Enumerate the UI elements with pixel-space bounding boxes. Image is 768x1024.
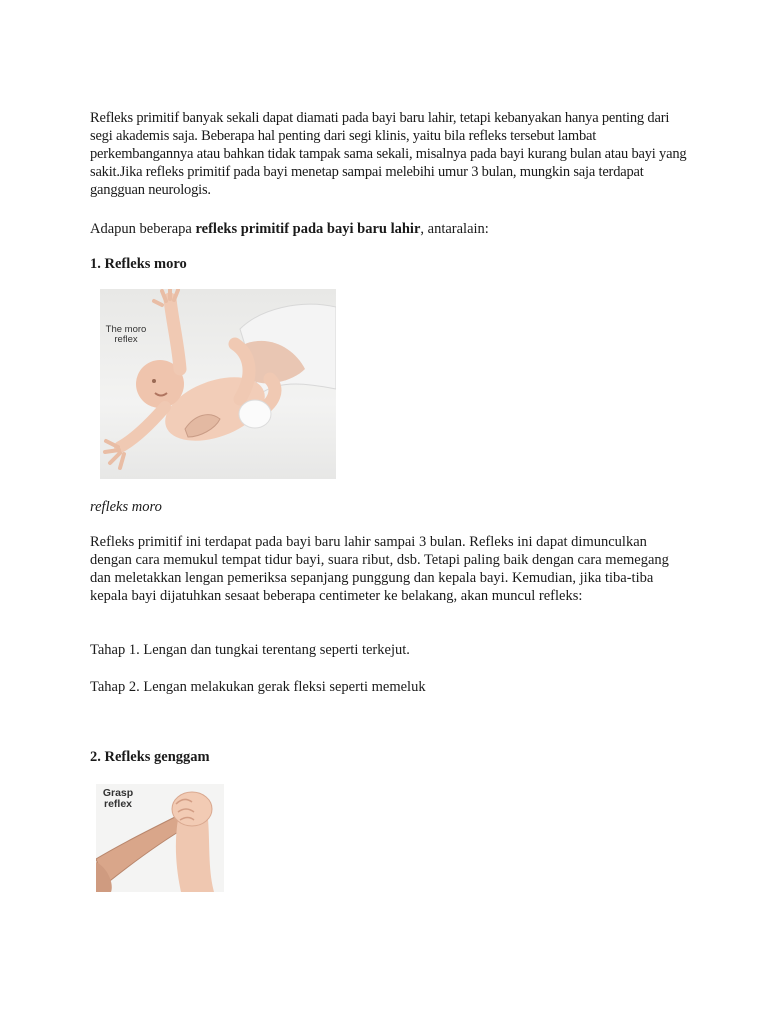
moro-reflex-illustration [100, 289, 336, 479]
grasp-label-line1: Grasp [102, 787, 134, 799]
grasp-label-line2: reflex [103, 798, 133, 811]
section-heading-genggam: 2. Refleks genggam [90, 749, 210, 765]
grasp-figure-label [96, 788, 140, 810]
section-heading-moro: 1. Refleks moro [90, 256, 187, 272]
grasp-reflex-image [96, 784, 224, 892]
lead-suffix: , antaralain: [420, 221, 489, 237]
moro-label-line1: The moro [105, 324, 147, 335]
moro-label-line2: reflex [114, 333, 138, 345]
lead-bold: refleks primitif pada bayi baru lahir [195, 221, 421, 237]
moro-figure-label [102, 325, 150, 345]
moro-reflex-image [100, 289, 336, 479]
lead-sentence [90, 220, 489, 238]
moro-description: Refleks primitif ini terdapat pada bayi baru lahir sampai 3 bulan. Refleks ini dapat dimunculkan dengan cara memukul tempat tidur bayi, suara ribut, dsb. Tetapi paling baik dengan cara memegang dan meletakkan lengan pemeriksa sepanjang punggung dan kepala bayi. Kemudian, jika tiba-tiba kepala bayi dijatuhkan sesaat beberapa centimeter ke belakang, akan muncul refleks: [90, 534, 669, 604]
moro-step-1: Tahap 1. Lengan dan tungkai terentang seperti terkejut. [90, 642, 410, 658]
moro-caption: refleks moro [90, 499, 162, 515]
lead-prefix: Adapun beberapa [90, 221, 196, 237]
document-page [90, 109, 690, 811]
moro-step-2: Tahap 2. Lengan melakukan gerak fleksi seperti memeluk [90, 679, 426, 695]
intro-paragraph: Refleks primitif banyak sekali dapat diamati pada bayi baru lahir, tetapi kebanyakan hanya penting dari segi akademis saja. Beberapa hal penting dari segi klinis, yaitu bila refleks tersebut lambat perkembangannya atau bahkan tidak tampak sama sekali, misalnya pada bayi kurang bulan atau bayi yang sakit.Jika refleks primitif pada bayi menetap sampai melebihi umur 3 bulan, mungkin saja terdapat gangguan neurologis. [90, 110, 687, 198]
